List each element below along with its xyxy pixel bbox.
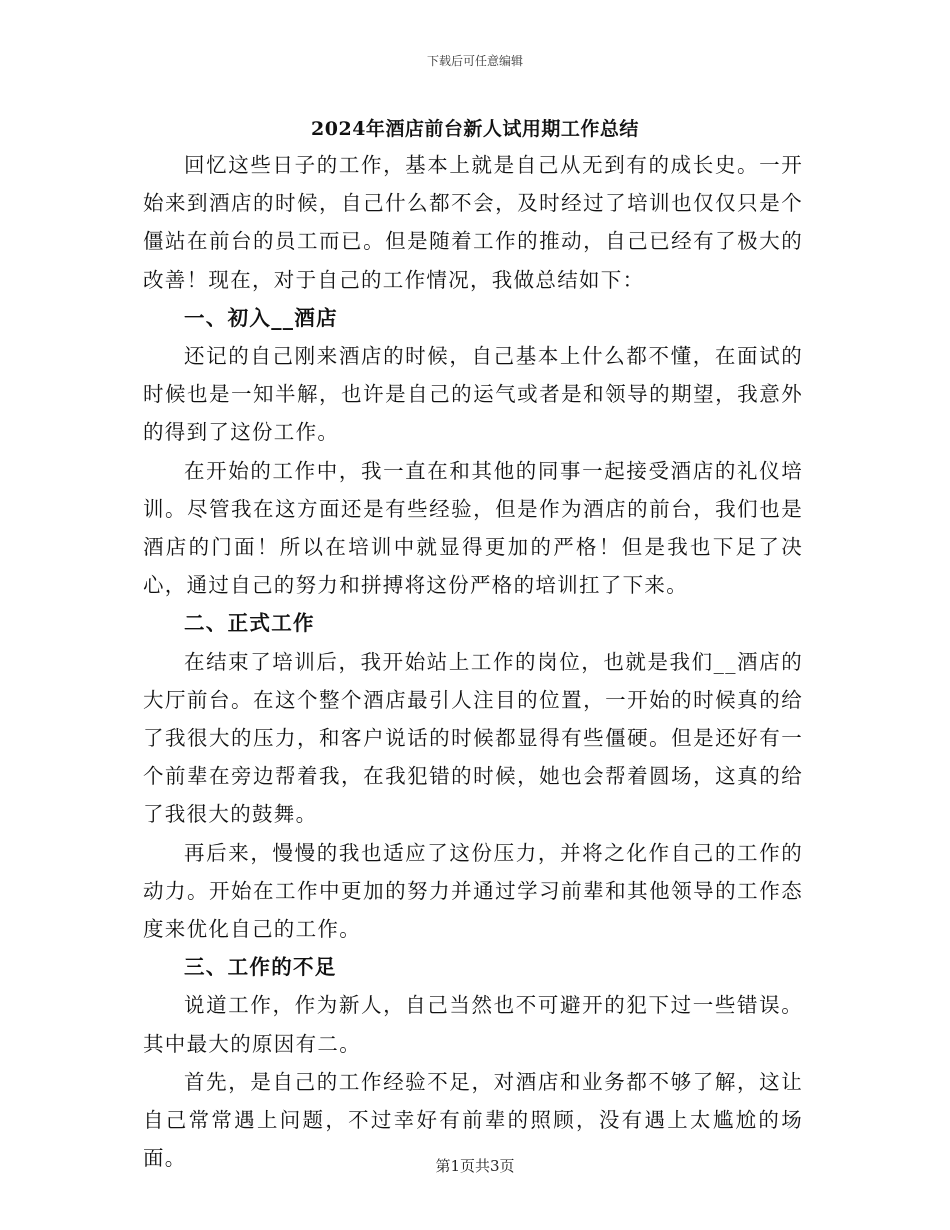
page-header: 下载后可任意编辑 bbox=[426, 54, 523, 68]
section-heading: 一、初入__酒店 bbox=[184, 305, 338, 330]
document-body bbox=[143, 146, 803, 1177]
page-footer: 第1页共3页 bbox=[435, 1157, 515, 1175]
section-heading: 二、正式工作 bbox=[184, 611, 315, 636]
paragraph: 在结束了培训后，我开始站上工作的岗位，也就是我们__酒店的大厅前台。在这个整个酒店最引人注目的位置，一开始的时候真的给了我很大的压力，和客户说话的时候都显得有些僵硬。但是还好有一个前辈在旁边帮着我，在我犯错的时候，她也会帮着圆场，这真的给了我很大的鼓舞。 bbox=[143, 649, 803, 827]
paragraph: 还记的自己刚来酒店的时候，自己基本上什么都不懂，在面试的时候也是一知半解，也许是自己的运气或者是和领导的期望，我意外的得到了这份工作。 bbox=[143, 344, 803, 445]
paragraph: 回忆这些日子的工作，基本上就是自己从无到有的成长史。一开始来到酒店的时候，自己什么都不会，及时经过了培训也仅仅只是个僵站在前台的员工而已。但是随着工作的推动，自己已经有了极大的改善！现在，对于自己的工作情况，我做总结如下： bbox=[143, 153, 803, 292]
paragraph: 再后来，慢慢的我也适应了这份压力，并将之化作自己的工作的动力。开始在工作中更加的努力并通过学习前辈和其他领导的工作态度来优化自己的工作。 bbox=[143, 840, 803, 942]
section-heading: 三、工作的不足 bbox=[184, 955, 337, 980]
document-title: 2024年酒店前台新人试用期工作总结 bbox=[311, 118, 639, 140]
paragraph: 说道工作，作为新人，自己当然也不可避开的犯下过一些错误。其中最大的原因有二。 bbox=[143, 993, 803, 1056]
paragraph: 首先，是自己的工作经验不足，对酒店和业务都不够了解，这让自己常常遇上问题，不过幸好有前辈的照顾，没有遇上太尴尬的场面。 bbox=[143, 1069, 803, 1171]
paragraph: 在开始的工作中，我一直在和其他的同事一起接受酒店的礼仪培训。尽管我在这方面还是有些经验，但是作为酒店的前台，我们也是酒店的门面！所以在培训中就显得更加的严格！但是我也下足了决心，通过自己的努力和拼搏将这份严格的培训扛了下来。 bbox=[143, 458, 803, 598]
